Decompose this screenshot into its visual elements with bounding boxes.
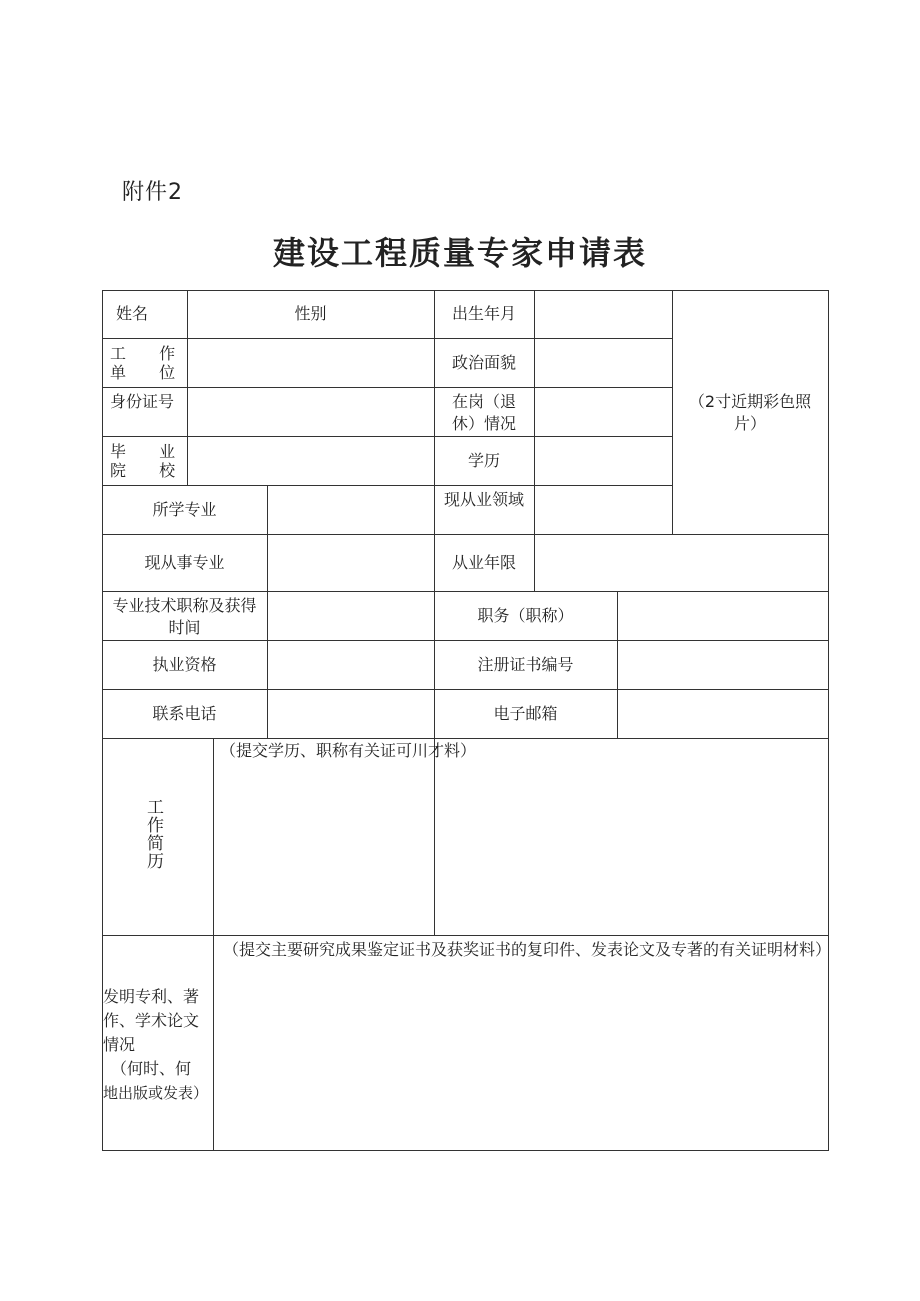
label-position: 职务（职称）: [477, 605, 574, 625]
label-patents-line4: （何时、何: [111, 1059, 192, 1078]
label-title-time: [102, 593, 267, 640]
label-patents-line3: 情况: [103, 1035, 136, 1054]
photo-note-line1: （2寸近期彩色照: [688, 392, 812, 411]
label-birth: 出生年月: [451, 304, 516, 323]
label-title-time-line1: 专业技术职称及获得: [112, 595, 257, 615]
label-patents-line5: 地出版或发表）: [103, 1084, 209, 1102]
photo-placeholder: [672, 387, 828, 439]
label-resume: 工作简历: [143, 798, 163, 870]
label-current-major: 现从事专业: [144, 552, 225, 572]
resume-note: （提交学历、职称有关证可川才料）: [220, 741, 477, 760]
label-email: 电子邮箱: [493, 703, 558, 723]
label-school-line1: 毕 业: [110, 441, 190, 461]
label-work-unit-line1: 工 作: [110, 343, 190, 363]
label-id-number: 身份证号: [110, 392, 175, 411]
label-patents-line1: 发明专利、著: [103, 987, 200, 1006]
attachment-label: 附件2: [122, 180, 183, 205]
photo-note-line2: 片）: [733, 414, 766, 433]
label-politics: 政治面貌: [451, 352, 516, 372]
label-phone: 联系电话: [152, 703, 217, 723]
label-school: [102, 436, 190, 485]
label-status: [434, 389, 534, 436]
label-qualification: 执业资格: [152, 654, 217, 674]
label-patents-line2: 作、学术论文: [103, 1011, 200, 1030]
label-work-unit: [102, 338, 190, 387]
label-work-unit-line2: 单 位: [110, 362, 190, 382]
label-patents: [103, 985, 213, 1105]
label-years: 从业年限: [451, 552, 516, 572]
label-status-line2: 休）情况: [451, 413, 516, 433]
label-status-line1: 在岗（退: [451, 391, 516, 411]
label-title-time-line2: 时间: [168, 617, 201, 637]
label-cert-number: 注册证书编号: [477, 654, 574, 674]
label-education: 学历: [467, 450, 500, 470]
label-name: 姓名: [116, 304, 149, 323]
label-major: 所学专业: [152, 499, 217, 519]
label-school-line2: 院 校: [110, 460, 190, 480]
page-title: 建设工程质量专家申请表: [272, 234, 647, 272]
label-field: 现从业领域: [443, 490, 524, 509]
label-gender: 性别: [294, 304, 327, 323]
patents-note: （提交主要研究成果鉴定证书及获奖证书的复印件、发表论文及专著的有关证明材料）: [223, 940, 832, 959]
